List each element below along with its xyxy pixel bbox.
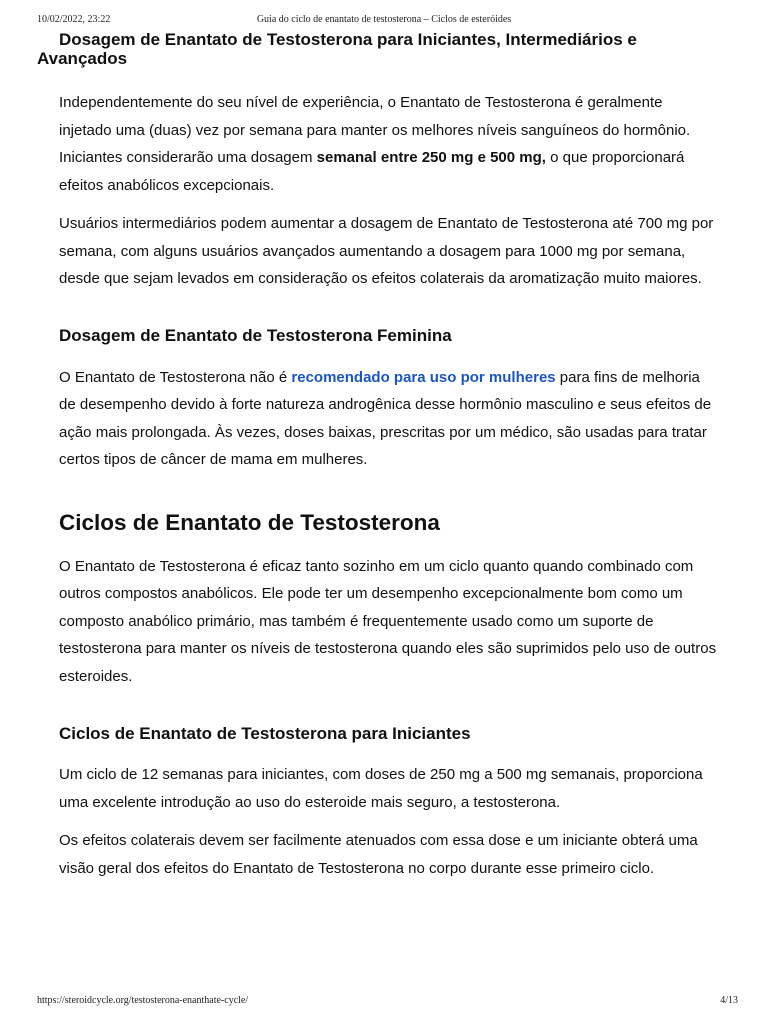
female-heading: Dosagem de Enantato de Testosterona Feminina [59,325,452,345]
dosage-paragraph-2: Usuários intermediários podem aumentar a dosagem de Enantato de Testosterona até 700 mg por semana, com alguns usuários avançados aumentando a dosagem para 1000 mg por semana, desde que sejam levados em consideração os efeitos colaterais da aromatização muito maiores. [59,215,714,287]
print-header [0,14,768,28]
dosage-paragraph-1 [59,89,719,199]
print-datetime: 10/02/2022, 23:22 [37,14,111,25]
print-footer [0,995,768,1009]
beginner-paragraph-2: Os efeitos colaterais devem ser facilmente atenuados com essa dose e um iniciante obterá uma visão geral dos efeitos do Enantato de Testosterona no corpo durante esse primeiro ciclo. [59,832,698,877]
cycles-paragraph: O Enantato de Testosterona é eficaz tanto sozinho em um ciclo quanto quando combinado com outros compostos anabólicos. Ele pode ter um desempenho excepcionalmente bom como um composto anabólico primário, mas também é frequentemente usado como um suporte de testosterona para manter os níveis de testosterona quando eles são suprimidos pelo uso de outros esteroides. [59,557,717,685]
dosage-p1-bold: semanal entre 250 mg e 500 mg, [316,149,546,166]
page-number: 4/13 [720,995,738,1006]
dosage-heading [37,30,719,68]
dosage-p1-text-a: Independentemente do seu nível de experiência, o Enantato de Testosterona é geralmente injetado uma (duas) vez por semana para manter os melhores níveis sanguíneos do hormônio. Iniciantes considerarão uma dosagem [59,94,691,166]
dosage-heading-line1: Dosagem de Enantato de Testosterona para Iniciantes, Intermediários e [59,30,637,49]
print-url: https://steroidcycle.org/testosterona-enanthate-cycle/ [37,995,249,1006]
female-paragraph [59,364,719,474]
print-doc-title: Guia do ciclo de enantato de testosterona – Ciclos de esteróides [256,14,512,25]
female-p-text-b: para fins de melhoria de desempenho devido à forte natureza androgênica desse hormônio masculino e seus efeitos de ação mais prolongada. Às vezes, doses baixas, prescritas por um médico, são usadas para tratar certos tipos de câncer de mama em mulheres. [59,368,712,468]
female-p-text-a: O Enantato de Testosterona não é [59,368,292,386]
page-content [37,30,719,882]
beginner-cycles-heading: Ciclos de Enantato de Testosterona para Iniciantes [59,724,471,743]
dosage-p1-text-b: o que proporcionará efeitos anabólicos excepcionais. [59,149,685,194]
dosage-heading-line2: Avançados [37,49,128,68]
women-use-link[interactable]: recomendado para uso por mulheres [291,368,556,386]
beginner-paragraph-1: Um ciclo de 12 semanas para iniciantes, com doses de 250 mg a 500 mg semanais, proporciona uma excelente introdução ao uso do esteroide mais seguro, a testosterona. [59,766,703,811]
cycles-heading: Ciclos de Enantato de Testosterona [59,509,440,535]
